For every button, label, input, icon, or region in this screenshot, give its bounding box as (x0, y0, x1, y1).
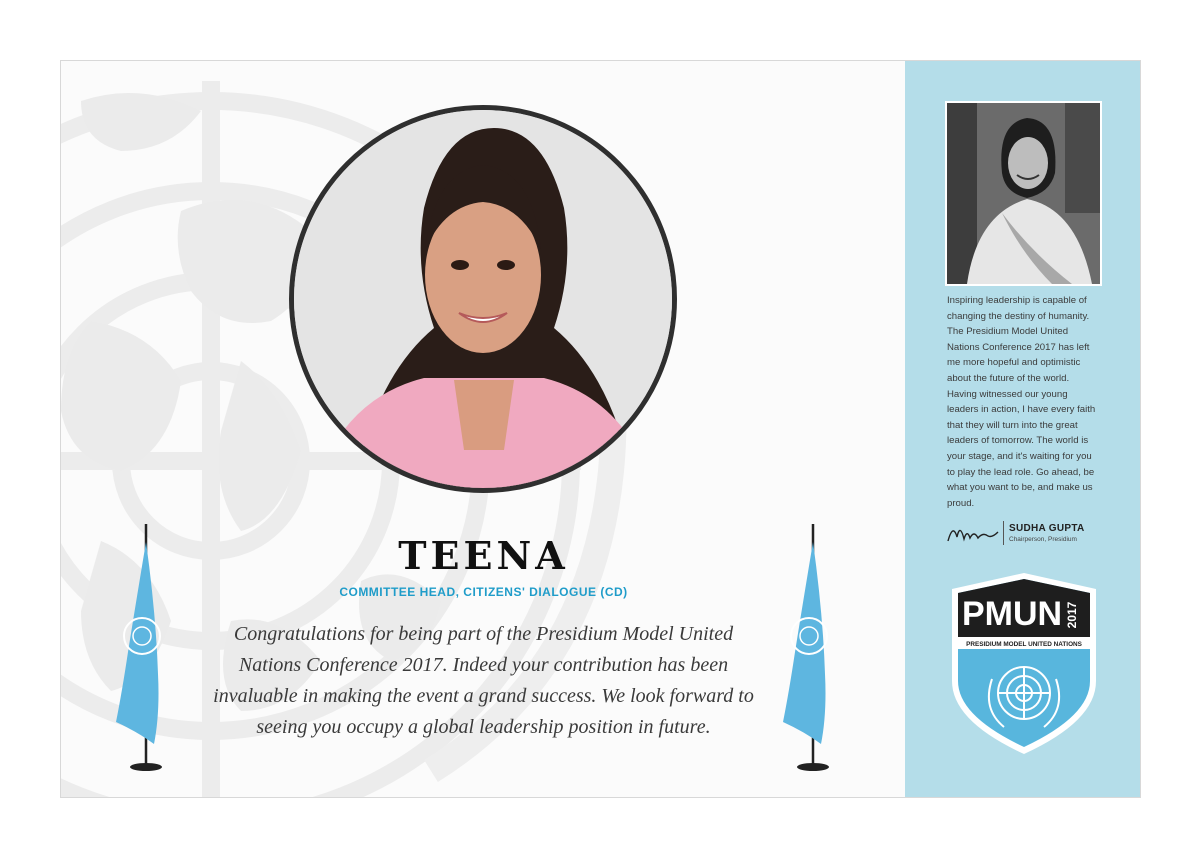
logo-year: 2017 (1065, 601, 1079, 629)
recipient-name: TEENA (398, 533, 569, 578)
pmun-shield-logo (950, 571, 1098, 756)
chairperson-photo (945, 101, 1102, 286)
chairperson-signature-block (945, 519, 1105, 549)
recipient-photo (289, 105, 677, 493)
logo-full-name: PRESIDIUM MODEL UNITED NATIONS (966, 641, 1082, 648)
chairperson-title: Chairperson, Presidium (1009, 536, 1077, 543)
signature-icon (945, 521, 1003, 547)
signature-divider (1003, 521, 1004, 545)
chairperson-name: SUDHA GUPTA (1009, 523, 1085, 534)
certificate-message: Congratulations for being part of the Presidium Model United Nations Conference 2017. Indeed your contribution has been invaluable in making the event a grand success. We look forward to seeing you occupy a global leadership position in future. (213, 623, 754, 738)
logo-acronym: PMUN (961, 595, 1063, 633)
recipient-role: COMMITTEE HEAD, CITIZENS' DIALOGUE (CD) (339, 585, 628, 599)
chairperson-quote: Inspiring leadership is capable of changing the destiny of humanity. The Presidium Model United Nations Conference 2017 has left me more hopeful and optimistic about the future of the world. Having witnessed our young leaders in action, I have every faith that they will turn into the great leaders of tomorrow. The world is your stage, and it's waiting for you to play the lead role. Go ahead, be what you want to be, and make us proud. (947, 295, 1096, 509)
certificate-card (60, 60, 1141, 798)
chairperson-panel (905, 61, 1140, 797)
